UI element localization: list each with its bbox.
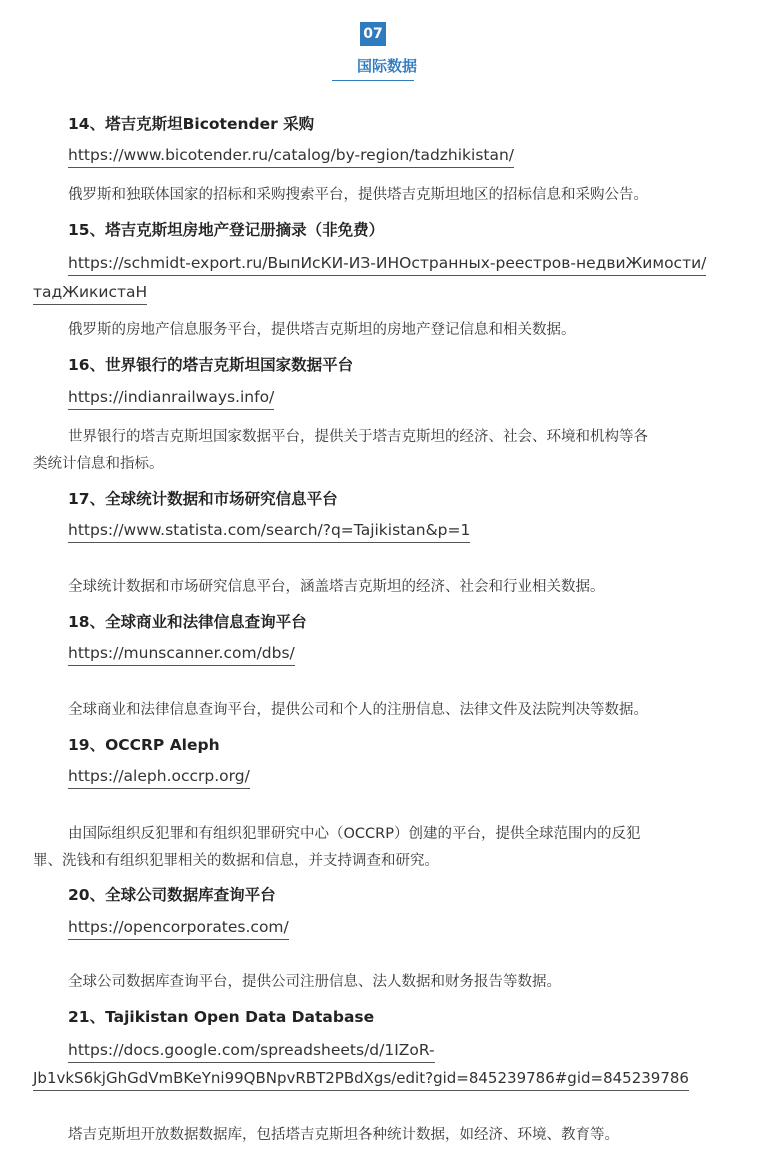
section-number-badge: 07 [360, 22, 386, 46]
entry-title: 19、OCCRP Aleph [68, 736, 220, 754]
entry-title: 18、全球商业和法律信息查询平台 [68, 613, 307, 631]
entry-title: 20、全球公司数据库查询平台 [68, 886, 276, 904]
entry-description: 俄罗斯和独联体国家的招标和采购搜索平台，提供塔吉克斯坦地区的招标信息和采购公告。 [68, 187, 648, 203]
entry-description-continued: 类统计信息和指标。 [33, 456, 164, 472]
entry-link[interactable]: https://munscanner.com/dbs/ [68, 644, 295, 666]
entry-link[interactable]: https://aleph.occrp.org/ [68, 767, 250, 789]
entry-title: 21、Tajikistan Open Data Database [68, 1008, 375, 1026]
entry-link[interactable]: https://docs.google.com/spreadsheets/d/1IZoR- [68, 1041, 435, 1063]
entry-description: 塔吉克斯坦开放数据数据库，包括塔吉克斯坦各种统计数据，如经济、环境、教育等。 [68, 1127, 619, 1143]
entry-link[interactable]: https://indianrailways.info/ [68, 388, 274, 410]
entry-description: 全球统计数据和市场研究信息平台，涵盖塔吉克斯坦的经济、社会和行业相关数据。 [68, 579, 605, 595]
entry-description: 全球商业和法律信息查询平台，提供公司和个人的注册信息、法律文件及法院判决等数据。 [68, 702, 648, 718]
entry-title: 14、塔吉克斯坦Bicotender 采购 [68, 115, 315, 133]
entry-description: 世界银行的塔吉克斯坦国家数据平台，提供关于塔吉克斯坦的经济、社会、环境和机构等各 [68, 429, 648, 445]
entry-link-continued[interactable]: Jb1vkS6kjGhGdVmBKeYni99QBNpvRBT2PBdXgs/edit?gid=845239786#gid=845239786 [33, 1069, 689, 1091]
entry-description: 俄罗斯的房地产信息服务平台，提供塔吉克斯坦的房地产登记信息和相关数据。 [68, 322, 576, 338]
entry-link[interactable]: https://www.bicotender.ru/catalog/by-region/tadzhikistan/ [68, 146, 514, 168]
entry-description: 由国际组织反犯罪和有组织犯罪研究中心（OCCRP）创建的平台，提供全球范围内的反犯 [68, 826, 641, 842]
entry-description-continued: 罪、洗钱和有组织犯罪相关的数据和信息，并支持调查和研究。 [33, 853, 439, 869]
entry-title: 15、塔吉克斯坦房地产登记册摘录（非免费） [68, 221, 385, 239]
entry-link-continued[interactable]: тадЖикистаН [33, 283, 147, 305]
entry-title: 16、世界银行的塔吉克斯坦国家数据平台 [68, 356, 354, 374]
section-title: 国际数据 [356, 57, 417, 75]
entry-link[interactable]: https://opencorporates.com/ [68, 918, 289, 940]
entry-description: 全球公司数据库查询平台，提供公司注册信息、法人数据和财务报告等数据。 [68, 974, 561, 990]
entry-link[interactable]: https://www.statista.com/search/?q=Tajikistan&p=1 [68, 521, 470, 543]
entry-title: 17、全球统计数据和市场研究信息平台 [68, 490, 338, 508]
entry-link[interactable]: https://schmidt-export.ru/ВыпИсКИ-ИЗ-ИНОстранных-реестров-недвиЖимости/ [68, 254, 706, 276]
title-underline [332, 80, 414, 81]
